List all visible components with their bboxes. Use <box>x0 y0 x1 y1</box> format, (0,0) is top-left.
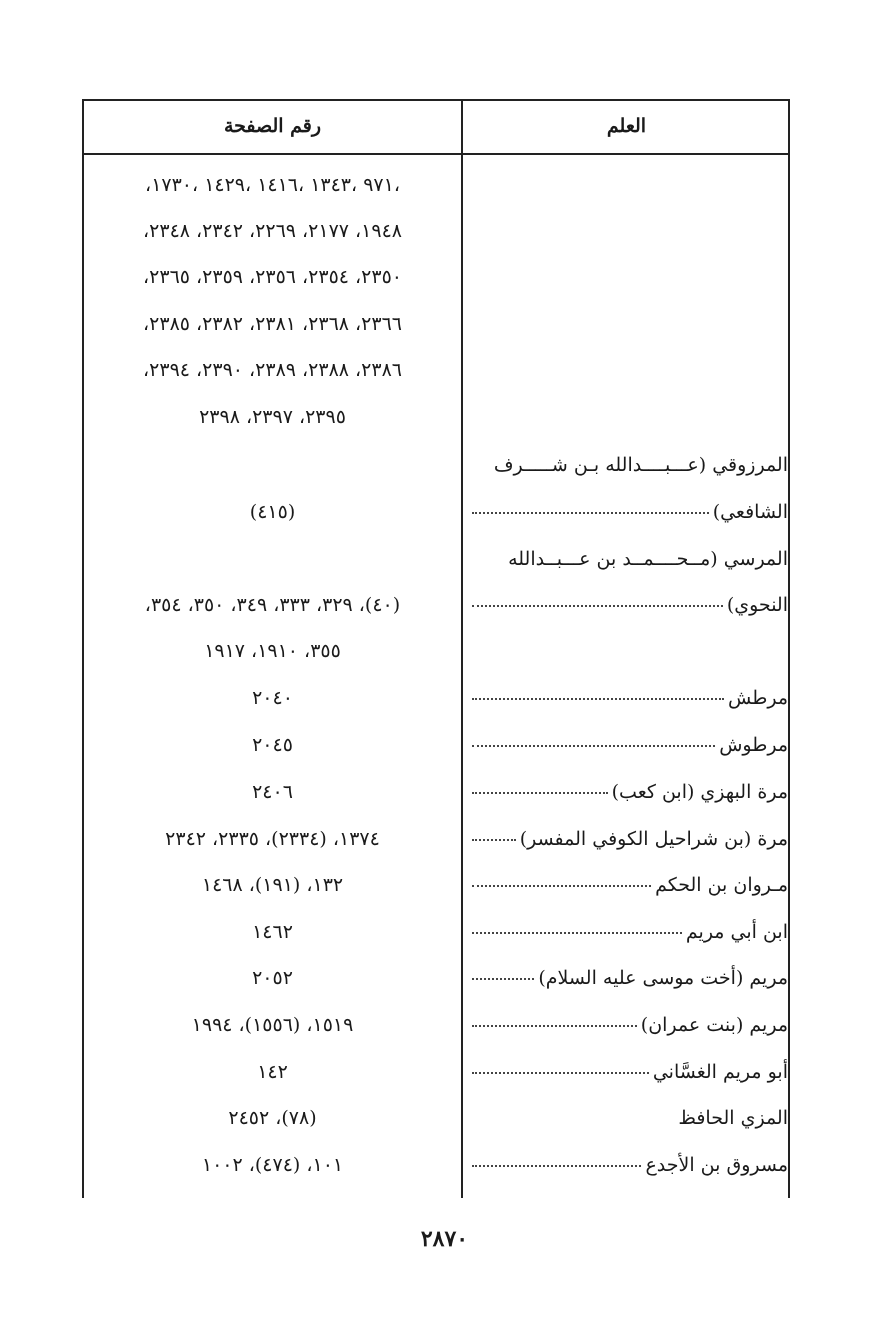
page-list-line: ٢٣٩٥، ٢٣٩٧، ٢٣٩٨ <box>199 406 346 428</box>
entry-pages: ١٣٧٤، (٢٣٣٤)، ٢٣٣٥، ٢٣٤٢ <box>165 828 380 850</box>
entry-name-text: مـروان بن الحكم <box>655 874 788 896</box>
leader-dots <box>472 932 682 934</box>
entry-name-text: مريم (بنت عمران) <box>640 1014 788 1036</box>
page-list-line: ١٩٤٨، ٢١٧٧، ٢٢٦٩، ٢٣٤٢، ٢٣٤٨، <box>143 220 402 242</box>
entry-name-text: مرة (بن شراحيل الكوفي المفسر) <box>519 828 788 850</box>
header-divider <box>84 153 788 155</box>
entry-pages: ٢٤٠٦ <box>252 781 293 803</box>
leader-dots <box>472 839 516 841</box>
entry-name-text: أبو مريم الغسَّاني <box>652 1061 788 1083</box>
entry-name-line <box>468 1014 788 1036</box>
entry-name-line <box>468 1107 788 1129</box>
page-list-line: ٢٣٨٦، ٢٣٨٨، ٢٣٨٩، ٢٣٩٠، ٢٣٩٤، <box>143 359 402 381</box>
entry-name-line <box>468 501 788 523</box>
entry-pages: ٢٠٤٠ <box>252 687 293 709</box>
column-divider <box>461 101 463 1198</box>
leader-dots <box>472 978 534 980</box>
entry-pages: ٢٠٥٢ <box>252 967 293 989</box>
column-header-pages: رقم الصفحة <box>223 115 322 137</box>
entry-name-text: مسروق بن الأجدع <box>645 1154 788 1176</box>
entry-pages: ٢٠٤٥ <box>252 734 293 756</box>
entry-name-text: النحوي) <box>726 594 788 616</box>
index-table <box>82 99 790 1198</box>
column-header-name: العلم <box>606 115 647 137</box>
entry-name-text: مرطش <box>727 687 788 709</box>
leader-dots <box>472 1025 637 1027</box>
leader-dots <box>472 1072 649 1074</box>
entry-pages: ٣٥٥، ١٩١٠، ١٩١٧ <box>204 640 341 662</box>
entry-name-line <box>468 734 788 756</box>
entry-pages: ١٤٢ <box>257 1061 288 1083</box>
entry-name-text: المزي الحافظ <box>678 1107 788 1129</box>
entry-name-text: مرطوش <box>719 734 788 756</box>
page-list-line: ،٩٧١ ،١٣٤٣ ،١٤١٦ ،١٤٢٩ ،١٧٣٠، <box>145 174 400 196</box>
entry-name-line <box>468 1154 788 1176</box>
entry-name-line <box>468 594 788 616</box>
leader-dots <box>472 698 724 700</box>
entry-name: المرسي (مــحــــمــد بن عـــبــدالله <box>508 548 788 570</box>
leader-dots <box>472 605 723 607</box>
entry-name-line <box>468 967 788 989</box>
entry-pages: ١٣٢، (١٩١)، ١٤٦٨ <box>201 874 344 896</box>
leader-dots <box>472 745 715 747</box>
entry-name-line <box>468 874 788 896</box>
entry-pages: (٧٨)، ٢٤٥٢ <box>228 1107 317 1129</box>
leader-dots <box>472 885 651 887</box>
entry-name-text: مرة البهزي (ابن كعب) <box>611 781 788 803</box>
entry-pages: ١٥١٩، (١٥٥٦)، ١٩٩٤ <box>191 1014 354 1036</box>
entry-pages: ١٠١، (٤٧٤)، ١٠٠٢ <box>201 1154 344 1176</box>
entry-pages: (٤١٥) <box>249 501 296 523</box>
page-list-line: ٢٣٥٠، ٢٣٥٤، ٢٣٥٦، ٢٣٥٩، ٢٣٦٥، <box>143 266 402 288</box>
entry-name-line <box>468 687 788 709</box>
entry-name-line <box>468 781 788 803</box>
page-number: ٢٨٧٠ <box>420 1226 469 1252</box>
leader-dots <box>472 1165 641 1167</box>
entry-name-line <box>468 828 788 850</box>
leader-dots <box>472 792 608 794</box>
entry-name-line <box>468 921 788 943</box>
entry-name: المرزوقي (عـــبــــدالله بـن شـــــرف <box>493 454 788 476</box>
entry-name-text: ابن أبي مريم <box>685 921 788 943</box>
entry-name-line <box>468 1061 788 1083</box>
leader-dots <box>472 512 709 514</box>
entry-pages: (٤٠)، ٣٢٩، ٣٣٣، ٣٤٩، ٣٥٠، ٣٥٤، <box>144 594 401 616</box>
entry-pages: ١٤٦٢ <box>252 921 293 943</box>
page-list-line: ٢٣٦٦، ٢٣٦٨، ٢٣٨١، ٢٣٨٢، ٢٣٨٥، <box>143 313 402 335</box>
entry-name-text: مريم (أخت موسى عليه السلام) <box>538 967 788 989</box>
entry-name-text: الشافعي) <box>712 501 788 523</box>
